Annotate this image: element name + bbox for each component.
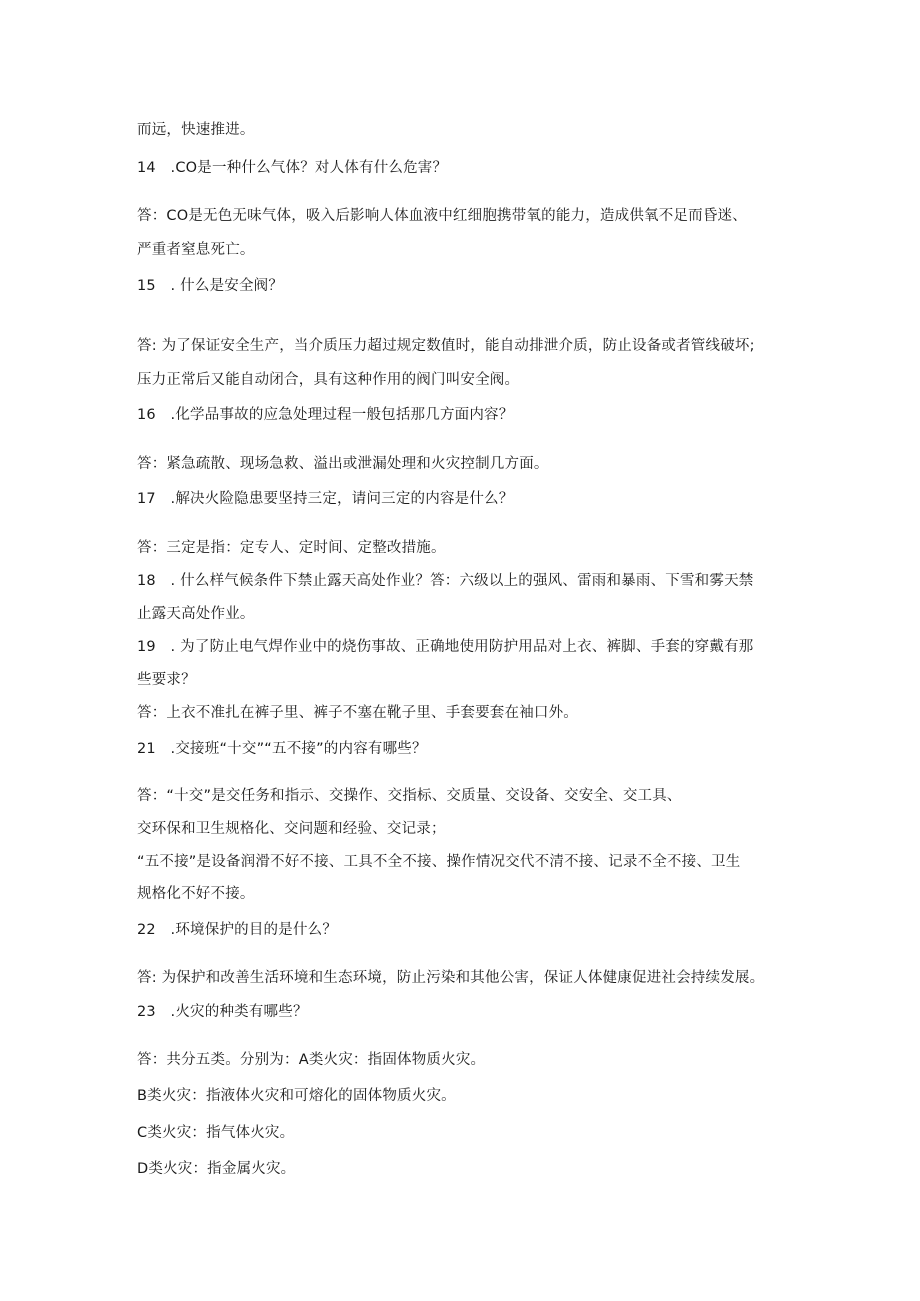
answer-line: 答：共分五类。分别为：A类火灾：指固体物质火灾。 xyxy=(137,1052,486,1068)
answer-line: 答: 为了保证安全生产，当介质压力超过规定数值时，能自动排泄介质，防止设备或者管线破坏; xyxy=(137,338,755,354)
question-19-cont: 些要求？ xyxy=(137,672,196,688)
question-23: 23 .火灾的种类有哪些？ xyxy=(137,1004,308,1020)
question-19: 19 . 为了防止电气焊作业中的烧伤事故、正确地使用防护用品对上衣、裤脚、手套的穿戴有那 xyxy=(137,639,754,655)
question-17: 17 .解决火险隐患要坚持三定，请问三定的内容是什么？ xyxy=(137,491,514,507)
answer-line: C类火灾：指气体火灾。 xyxy=(137,1125,295,1141)
answer-line: 规格化不好不接。 xyxy=(137,886,255,902)
answer-line: B类火灾：指液体火灾和可熔化的固体物质火灾。 xyxy=(137,1088,456,1104)
answer-line: 答：三定是指：定专人、定时间、定整改措施。 xyxy=(137,540,446,556)
question-16: 16 .化学品事故的应急处理过程一般包括那几方面内容？ xyxy=(137,407,514,423)
answer-line: “五不接”是设备润滑不好不接、工具不全不接、操作情况交代不清不接、记录不全不接、卫生 xyxy=(137,854,741,870)
answer-line: D类火灾：指金属火灾。 xyxy=(137,1161,296,1177)
answer-line: 交环保和卫生规格化、交问题和经验、交记录； xyxy=(137,821,446,837)
answer-line: 答：“十交”是交任务和指示、交操作、交指标、交质量、交设备、交安全、交工具、 xyxy=(137,788,682,804)
text-line: 而远，快速推进。 xyxy=(137,122,255,138)
question-15: 15 . 什么是安全阀？ xyxy=(137,278,284,294)
question-22: 22 .环境保护的目的是什么？ xyxy=(137,922,338,938)
answer-line: 严重者窒息死亡。 xyxy=(137,242,255,258)
question-21: 21 .交接班“十交”“五不接”的内容有哪些？ xyxy=(137,741,427,757)
answer-line: 答：紧急疏散、现场急救、溢出或泄漏处理和火灾控制几方面。 xyxy=(137,456,549,472)
answer-line: 压力正常后又能自动闭合，具有这种作用的阀门叫安全阀。 xyxy=(137,372,520,388)
answer-line: 答：CO是无色无味气体，吸入后影响人体血液中红细胞携带氧的能力，造成供氧不足而昏迷、 xyxy=(137,208,747,224)
question-18: 18 . 什么样气候条件下禁止露天高处作业？答：六级以上的强风、雷雨和暴雨、下雪和雾天禁 xyxy=(137,573,754,589)
answer-line: 答：上衣不准扎在裤子里、裤子不塞在靴子里、手套要套在袖口外。 xyxy=(137,705,578,721)
answer-line: 答: 为保护和改善生活环境和生态环境，防止污染和其他公害，保证人体健康促进社会持续发展。 xyxy=(137,970,765,986)
question-14: 14 .CO是一种什么气体？对人体有什么危害？ xyxy=(137,160,448,176)
question-18-cont: 止露天高处作业。 xyxy=(137,606,255,622)
